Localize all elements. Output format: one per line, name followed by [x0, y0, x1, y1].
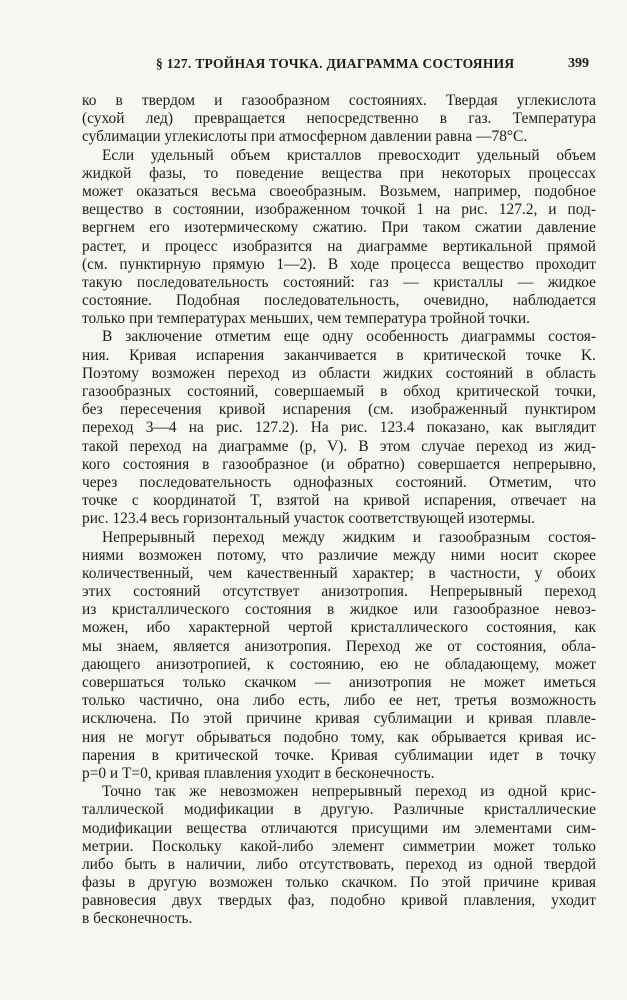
text-line: растет, и процесс изобразится на диаграмме вертикальной прямой: [82, 237, 596, 255]
text-line: может оказаться весьма своеобразным. Возьмем, например, подобное: [82, 182, 596, 200]
text-line: парения в критической точке. Кривая сублимации идет в точку: [82, 746, 596, 764]
text-line: ния не могут обрываться подобно тому, как обрывается кривая ис-: [82, 728, 596, 746]
text-line: без пересечения кривой испарения (см. изображенный пунктиром: [82, 401, 596, 419]
text-line: (сухой лед) превращается непосредственно в газ. Температура: [82, 110, 596, 128]
text-line: Если удельный объем кристаллов превосходит удельный объем: [102, 146, 596, 164]
text-line: количественный, чем качественный характер; в частности, у обоих: [82, 564, 596, 582]
text-line: состояние. Подобная последовательность, очевидно, наблюдается: [82, 292, 596, 310]
text-line: мы знаем, является анизотропия. Переход же от состояния, обла-: [82, 637, 596, 655]
text-line: p=0 и T=0, кривая плавления уходит в бесконечность.: [82, 764, 435, 782]
text-line: переход 3—4 на рис. 127.2). На рис. 123.4 показано, как выглядит: [82, 419, 596, 437]
text-line: вергнем его изотермическому сжатию. При таком сжатии давление: [82, 219, 596, 237]
running-head: [0, 56, 627, 76]
text-line: Непрерывный переход между жидким и газообразным состоя-: [102, 528, 596, 546]
text-line: газообразных состояний, совершаемый в обход критической точки,: [82, 383, 596, 400]
text-line: (см. пунктирную прямую 1—2). В ходе процесса вещество проходит: [82, 255, 596, 273]
text-line: только при температурах меньших, чем температура тройной точки.: [82, 310, 530, 328]
text-line: исключена. По этой причине кривая сублимации и кривая плавле-: [82, 710, 596, 728]
text-line: равновесия двух твердых фаз, подобно кривой плавления, уходит: [82, 892, 596, 910]
text-line: только частично, она либо есть, либо ее нет, третья возможность: [82, 692, 596, 710]
section-title: § 127. ТРОЙНАЯ ТОЧКА. ДИАГРАММА СОСТОЯНИЯ: [156, 56, 515, 71]
text-line: метрии. Поскольку какой-либо элемент симметрии может только: [82, 837, 596, 855]
text-line: ния. Кривая испарения заканчивается в критической точке K.: [82, 346, 596, 364]
text-line: либо быть в наличии, либо отсутствовать, переход из одной твердой: [82, 855, 596, 873]
text-line: ко в твердом и газообразном состояниях. Твердая углекислота: [82, 92, 596, 109]
text-line: фазы в другую возможен только скачком. По этой причине кривая: [82, 874, 596, 892]
text-line: Точно так же невозможен непрерывный переход из одной крис-: [102, 783, 596, 801]
text-line: в бесконечность.: [82, 910, 193, 928]
text-line: точке с координатой T, взятой на кривой испарения, отвечает на: [82, 492, 596, 510]
text-line: этих состояний отсутствует анизотропия. Непрерывный переход: [82, 583, 596, 601]
text-line: рис. 123.4 весь горизонтальный участок соответствующей изотермы.: [82, 510, 535, 528]
page-number: 399: [568, 56, 589, 71]
text-line: дающего анизотропией, к состоянию, ею не обладающему, может: [82, 655, 596, 673]
text-line: модификации вещества отличаются присущими им элементами сим-: [82, 819, 596, 837]
text-line: такую последовательность состояний: газ — кристаллы — жидкое: [82, 273, 596, 291]
text-line: Поэтому возможен переход из области жидких состояний в область: [82, 364, 596, 382]
text-line: жидкой фазы, то поведение вещества при некоторых процессах: [82, 164, 596, 182]
text-line: из кристаллического состояния в жидкое или газообразное невоз-: [82, 601, 596, 619]
text-line: через последовательность однофазных состояний. Отметим, что: [82, 473, 596, 491]
text-line: ниями возможен потому, что различие между ними носит скорее: [82, 546, 596, 564]
text-line: кого состояния в газообразное (и обратно) совершается непрерывно,: [82, 455, 596, 473]
text-line: сублимации углекислоты при атмосферном давлении равна —78°C.: [82, 128, 528, 146]
text-line: таллической модификации в другую. Различные кристаллические: [82, 801, 596, 819]
text-line: В заключение отметим еще одну особенность диаграммы состоя-: [102, 328, 596, 346]
text-line: такой переход на диаграмме (p, V). В этом случае переход из жид-: [82, 437, 596, 455]
text-line: совершаться только скачком — анизотропия не может иметься: [82, 674, 596, 691]
text-line: можен, ибо характерной чертой кристаллического состояния, как: [82, 619, 596, 637]
body-text: [82, 92, 596, 929]
text-line: вещество в состоянии, изображенном точкой 1 на рис. 127.2, и под-: [82, 201, 596, 219]
